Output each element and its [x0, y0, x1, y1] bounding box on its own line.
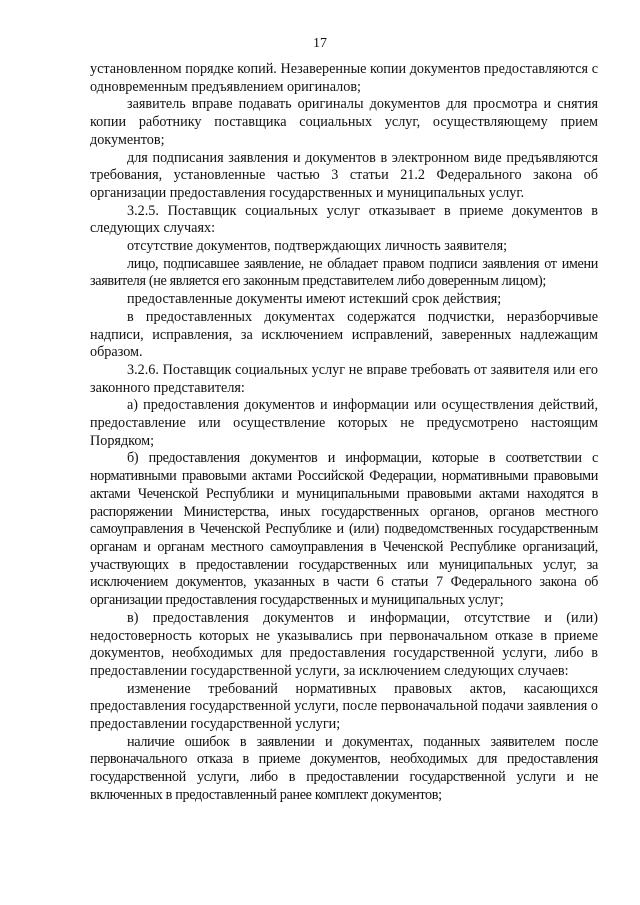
list-item-v: в) предоставления документов и информации, отсутствие и (или) недостоверность которых не указывались при первоначальном отказе в приеме документов, необходимых для предоставления государственной услуги, либо в предоставлении государственной услуги, за исключением следующих случаев: — [90, 609, 598, 679]
paragraph: для подписания заявления и документов в электронном виде предъявляются требования, установленные частью 3 статьи 21.2 Федерального закона об организации предоставления государственных и муниципальных услуг. — [90, 149, 598, 201]
paragraph: заявитель вправе подавать оригиналы документов для просмотра и снятия копии работнику поставщика социальных услуг, осуществляющему прием документов; — [90, 96, 598, 148]
section-heading-3-2-5: 3.2.5. Поставщик социальных услуг отказывает в приеме документов в следующих случаях: — [90, 202, 598, 237]
list-item: отсутствие документов, подтверждающих личность заявителя; — [127, 238, 508, 255]
section-heading-3-2-6: 3.2.6. Поставщик социальных услуг не вправе требовать от заявителя или его законного представителя: — [90, 361, 598, 396]
paragraph: установленном порядке копий. Незаверенные копии документов предоставляются с одновременным предъявлением оригиналов; — [90, 61, 598, 95]
list-item: лицо, подписавшее заявление, не обладает правом подписи заявления от имени заявителя (не является его законным представителем либо доверенным лицом); — [90, 255, 598, 290]
document-body — [90, 61, 598, 805]
list-item: в предоставленных документах содержатся подчистки, неразборчивые надписи, исправления, за исключением исправлений, заверенных надлежащим образом. — [90, 308, 598, 361]
list-item: предоставленные документы имеют истекший срок действия; — [127, 291, 502, 308]
page-number: 17 — [313, 36, 327, 51]
list-item-a: а) предоставления документов и информации или осуществления действий, предоставление или осуществление которых не предусмотрено настоящим Порядком; — [90, 397, 598, 449]
list-item-b: б) предоставления документов и информации, которые в соответствии с нормативными правовыми актами Российской Федерации, нормативными правовыми актами Чеченской Республики и муниципальными правовыми актами находятся в распоряжении Министерства, иных государственных органов, органов местного самоуправления в Чеченской Республике и (или) подведомственных государственным органам и органам местного самоуправления в Чеченской Республике организаций, участвующих в предоставлении государственных или муниципальных услуг, за исключением документов, указанных в части 6 статьи 7 Федерального закона об организации предоставления государственных и муниципальных услуг; — [90, 450, 598, 609]
list-item: наличие ошибок в заявлении и документах, поданных заявителем после первоначального отказа в приеме документов, необходимых для предоставления государственной услуги, либо в предоставлении государственной услуги и не включенных в предоставленный ранее комплект документов; — [90, 733, 598, 803]
list-item: изменение требований нормативных правовых актов, касающихся предоставления государственной услуги, после первоначальной подачи заявления о предоставлении государственной услуги; — [90, 680, 598, 733]
